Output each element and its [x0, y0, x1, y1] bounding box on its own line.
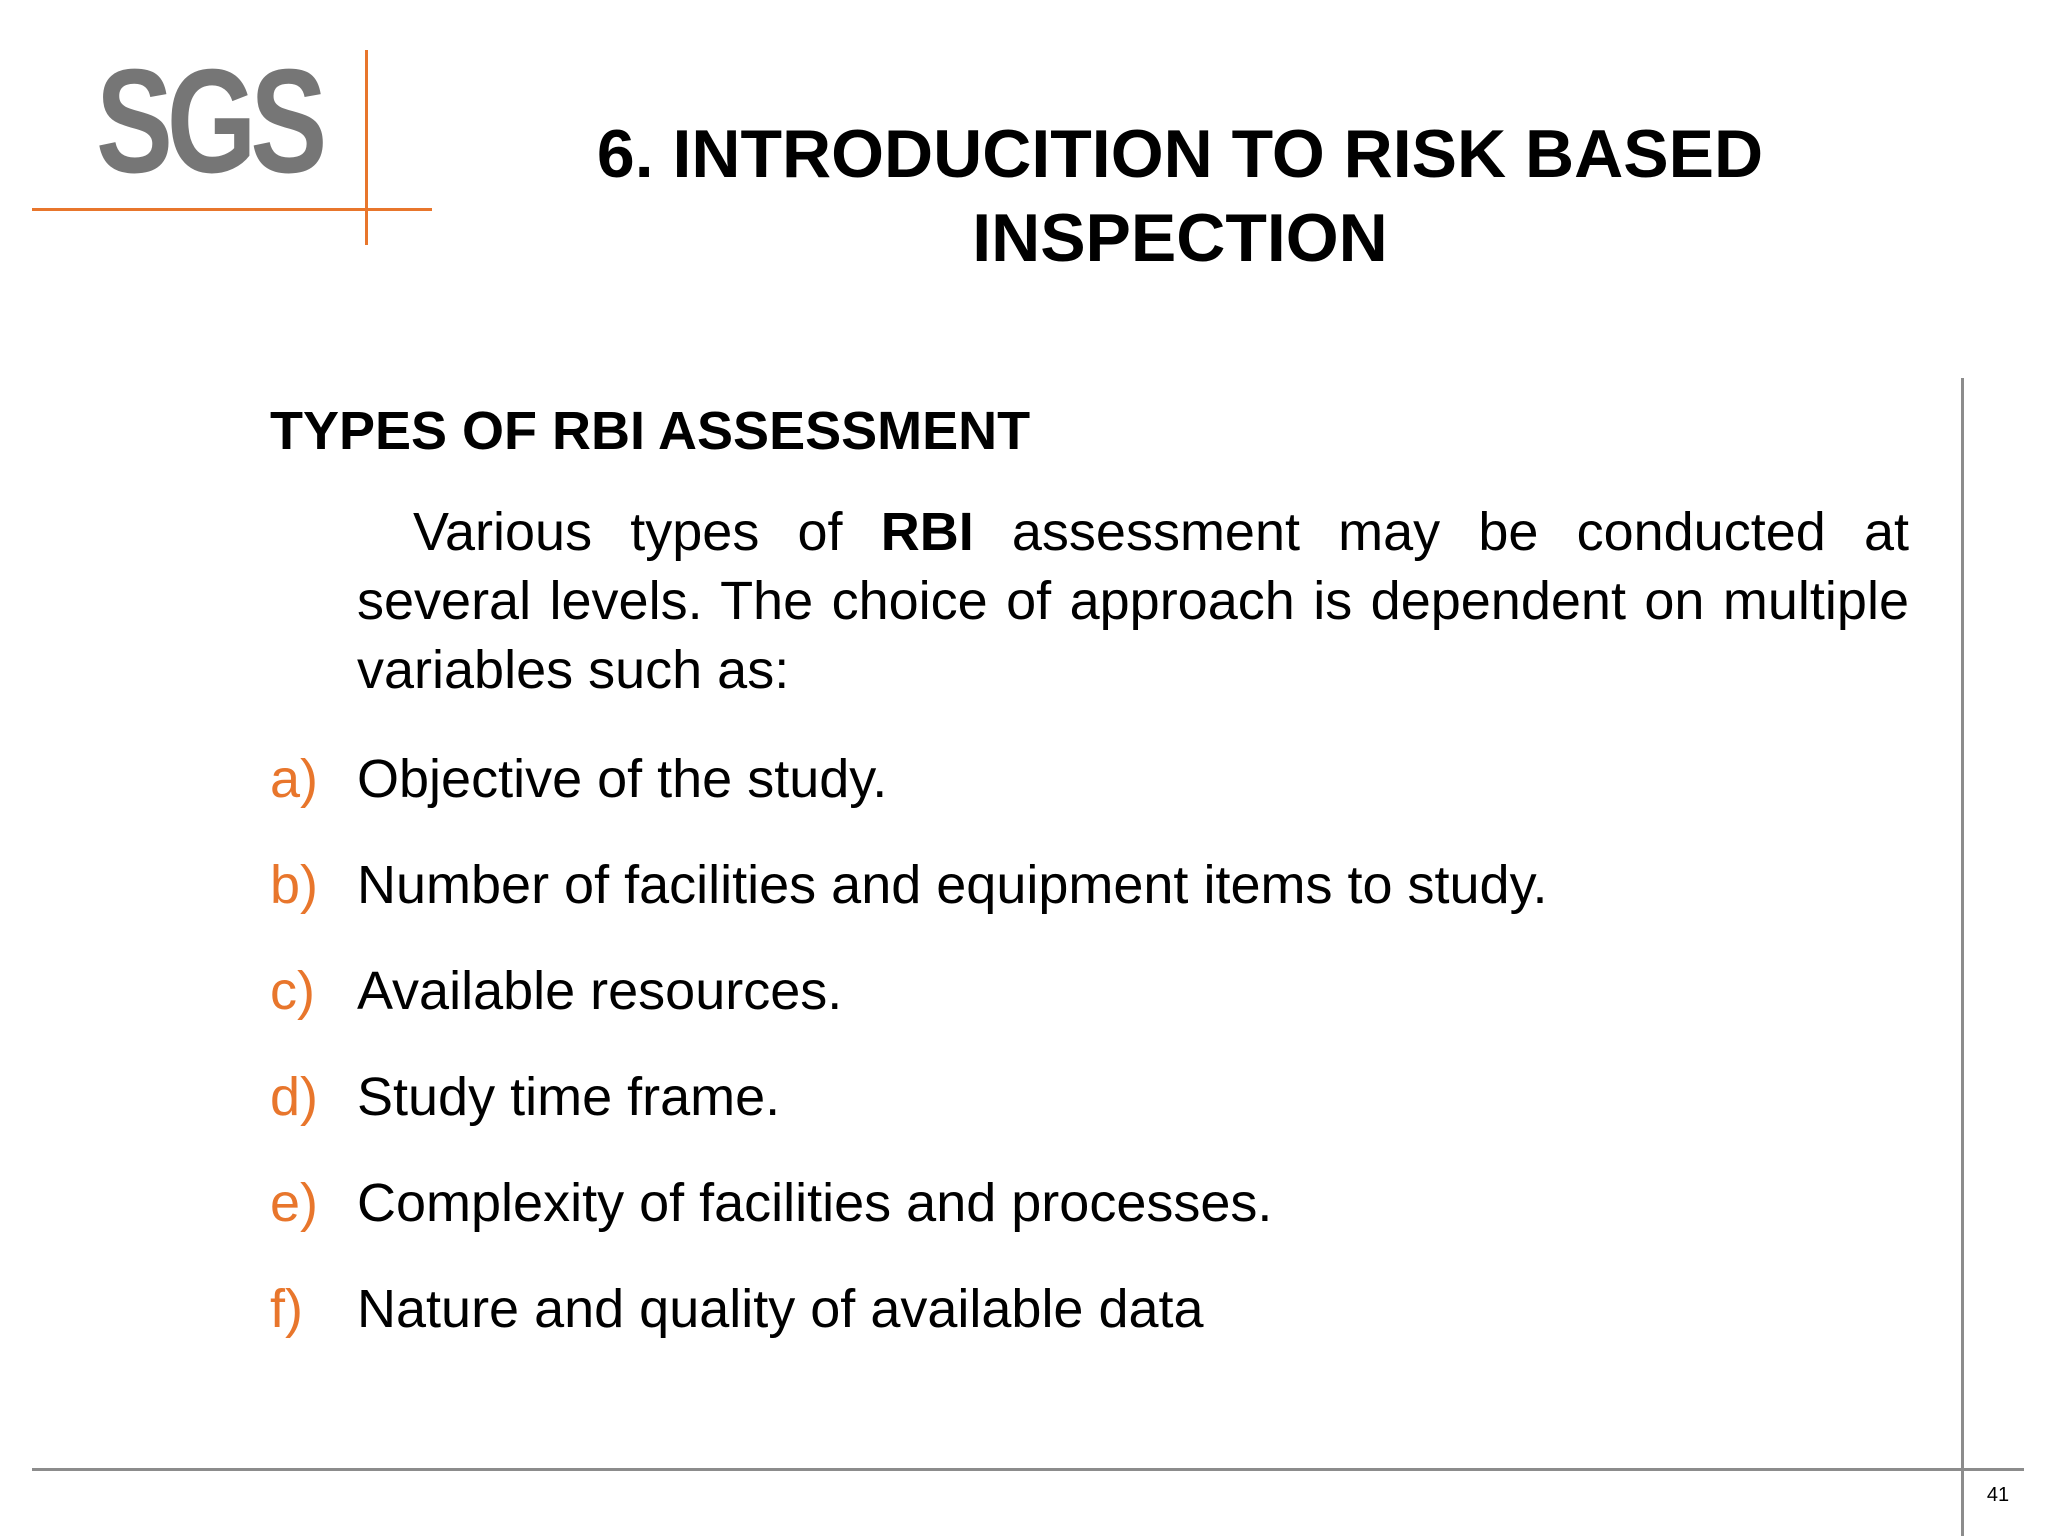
list-marker: e) — [270, 1173, 319, 1233]
list-item — [270, 960, 1548, 1066]
sgs-logo — [0, 0, 440, 250]
list-item-text: Nature and quality of available data — [357, 1279, 1204, 1339]
slide-title-line-2: INSPECTION — [972, 200, 1388, 276]
list-item-text: Complexity of facilities and processes. — [357, 1173, 1273, 1233]
footer-divider — [32, 1468, 2024, 1471]
list-item-text: Available resources. — [357, 961, 843, 1021]
slide-title-line-1: 6. INTRODUCITION TO RISK BASED — [596, 116, 1764, 192]
list-item — [270, 1278, 1548, 1384]
list-marker: b) — [270, 855, 319, 915]
intro-text-end: assessment may be conducted at several levels. The choice of approach is dependent on multiple variables such as: — [357, 502, 1909, 700]
intro-text-start: Various types of — [413, 502, 881, 562]
page-number: 41 — [1986, 1484, 2010, 1506]
intro-paragraph — [357, 498, 1909, 705]
list-marker: c) — [270, 961, 315, 1021]
list-item — [270, 854, 1548, 960]
logo-wordmark: SGS — [96, 39, 322, 204]
list-marker: d) — [270, 1067, 319, 1127]
list-item-text: Study time frame. — [357, 1067, 781, 1127]
variables-list — [270, 748, 1548, 1384]
list-item-text: Objective of the study. — [357, 749, 888, 809]
logo-vertical-line — [365, 50, 368, 245]
slide-title — [470, 112, 1890, 280]
list-item — [270, 748, 1548, 854]
section-heading: TYPES OF RBI ASSESSMENT — [270, 401, 1031, 461]
list-item — [270, 1172, 1548, 1278]
intro-bold-term: RBI — [880, 502, 974, 562]
list-item — [270, 1066, 1548, 1172]
list-item-text: Number of facilities and equipment items to study. — [357, 855, 1548, 915]
list-marker: a) — [270, 749, 319, 809]
vertical-divider — [1961, 378, 1964, 1536]
list-marker: f) — [270, 1279, 303, 1339]
logo-horizontal-line — [32, 208, 432, 211]
